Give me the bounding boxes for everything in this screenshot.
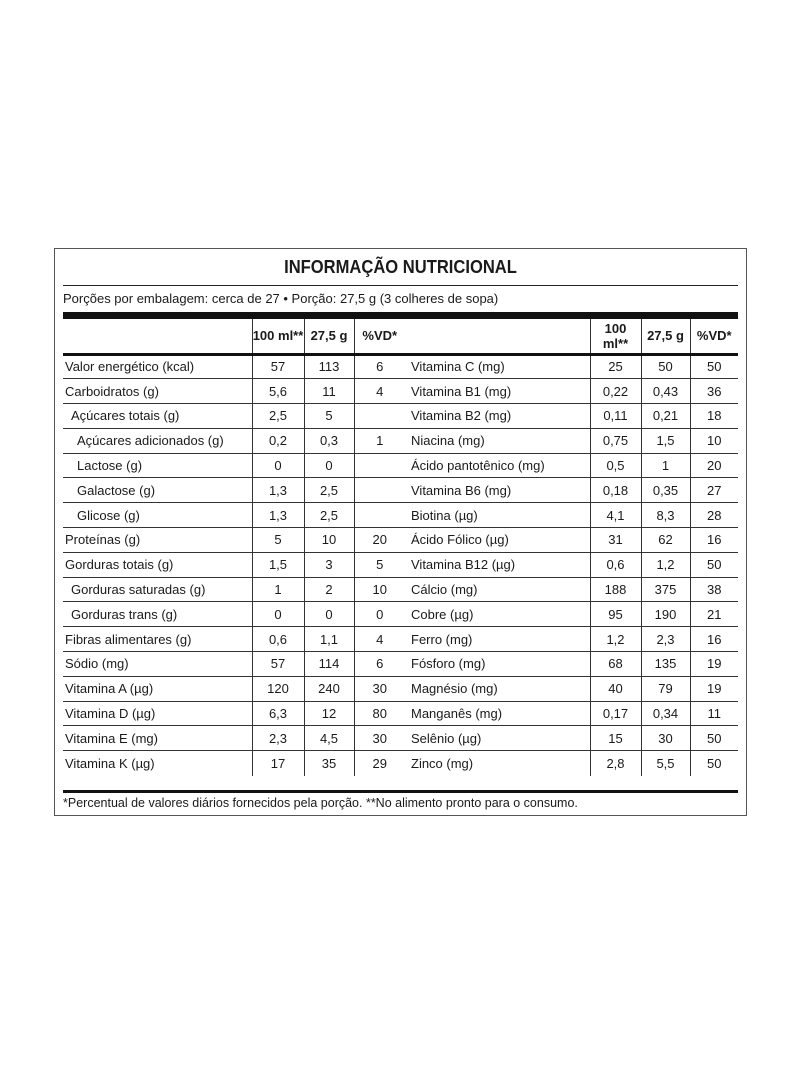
value-vd: 28	[690, 503, 738, 528]
nutrient-name: Vitamina E (mg)	[63, 726, 252, 751]
table-row	[405, 552, 738, 577]
value-vd: 6	[354, 354, 405, 379]
nutrition-facts-panel	[54, 248, 747, 816]
value-vd: 18	[690, 404, 738, 429]
value-vd: 4	[354, 379, 405, 404]
nutrient-name: Valor energético (kcal)	[63, 354, 252, 379]
value-100ml: 6,3	[252, 701, 304, 726]
value-vd: 0	[354, 602, 405, 627]
value-vd: 19	[690, 676, 738, 701]
value-100ml: 25	[590, 354, 641, 379]
value-portion: 0,43	[641, 379, 690, 404]
value-portion: 0,21	[641, 404, 690, 429]
nutrient-name: Fósforo (mg)	[405, 652, 590, 677]
value-100ml: 68	[590, 652, 641, 677]
table-row	[405, 528, 738, 553]
value-portion: 4,5	[304, 726, 354, 751]
value-100ml: 1,5	[252, 552, 304, 577]
right-nutrient-table	[405, 319, 738, 776]
nutrient-name: Vitamina B2 (mg)	[405, 404, 590, 429]
right-header-100ml: 100 ml**	[590, 319, 641, 354]
value-portion: 2	[304, 577, 354, 602]
value-vd: 50	[690, 726, 738, 751]
table-row	[405, 751, 738, 776]
value-100ml: 0,18	[590, 478, 641, 503]
table-row	[63, 503, 405, 528]
value-vd: 50	[690, 751, 738, 776]
value-100ml: 0	[252, 602, 304, 627]
value-vd: 36	[690, 379, 738, 404]
value-portion: 0,35	[641, 478, 690, 503]
table-row	[405, 726, 738, 751]
value-100ml: 1	[252, 577, 304, 602]
value-100ml: 5,6	[252, 379, 304, 404]
nutrient-name: Magnésio (mg)	[405, 676, 590, 701]
value-vd: 50	[690, 552, 738, 577]
nutrient-name: Vitamina D (µg)	[63, 701, 252, 726]
value-vd: 16	[690, 528, 738, 553]
table-row	[405, 676, 738, 701]
value-vd: 16	[690, 627, 738, 652]
value-vd: 4	[354, 627, 405, 652]
nutrient-name: Vitamina K (µg)	[65, 755, 155, 771]
table-row	[405, 428, 738, 453]
table-row	[63, 428, 405, 453]
nutrient-name: Vitamina C (mg)	[405, 354, 590, 379]
left-table-body	[63, 354, 405, 776]
value-portion: 35	[304, 751, 354, 776]
value-portion: 12	[304, 701, 354, 726]
value-vd: 20	[354, 528, 405, 553]
nutrient-name: Galactose (g)	[63, 478, 252, 503]
left-nutrient-table-wrap	[63, 319, 405, 776]
title-divider	[63, 285, 738, 286]
right-nutrient-table-wrap	[405, 319, 738, 776]
value-100ml: 2,8	[590, 751, 641, 776]
table-row	[405, 602, 738, 627]
table-row	[63, 379, 405, 404]
right-header-portion: 27,5 g	[641, 319, 690, 354]
value-vd: 27	[690, 478, 738, 503]
value-100ml: 120	[252, 676, 304, 701]
table-row	[63, 676, 405, 701]
nutrient-name: Ácido Fólico (µg)	[405, 528, 590, 553]
value-portion: 8,3	[641, 503, 690, 528]
value-vd: 1	[354, 428, 405, 453]
value-portion: 5,5	[641, 751, 690, 776]
footer-thick-bar	[63, 790, 738, 793]
table-row	[63, 453, 405, 478]
nutrient-name: Ácido pantotênico (mg)	[405, 453, 590, 478]
nutrient-name: Ferro (mg)	[405, 627, 590, 652]
value-portion: 113	[304, 354, 354, 379]
right-table-header	[405, 319, 738, 354]
table-row	[405, 627, 738, 652]
value-vd: 5	[354, 552, 405, 577]
value-100ml: 0	[252, 453, 304, 478]
value-vd: 38	[690, 577, 738, 602]
value-100ml: 0,11	[590, 404, 641, 429]
table-row	[405, 453, 738, 478]
left-table-header	[63, 319, 405, 354]
value-portion: 3	[304, 552, 354, 577]
table-row	[63, 528, 405, 553]
value-vd: 11	[690, 701, 738, 726]
value-portion: 1,5	[641, 428, 690, 453]
value-100ml: 57	[252, 652, 304, 677]
nutrient-name: Gorduras saturadas (g)	[63, 577, 252, 602]
table-row	[405, 701, 738, 726]
right-table-body	[405, 354, 738, 776]
table-row	[405, 503, 738, 528]
value-100ml: 5	[252, 528, 304, 553]
table-row	[63, 602, 405, 627]
nutrient-name: Carboidratos (g)	[63, 379, 252, 404]
nutrient-name: Gorduras trans (g)	[63, 602, 252, 627]
nutrient-name: Manganês (mg)	[405, 701, 590, 726]
table-row	[63, 552, 405, 577]
servings-text: Porções por embalagem: cerca de 27 • Porção: 27,5 g (3 colheres de sopa)	[63, 291, 499, 306]
value-100ml: 1,3	[252, 503, 304, 528]
nutrient-name: Açúcares adicionados (g)	[63, 428, 252, 453]
value-100ml: 0,17	[590, 701, 641, 726]
value-100ml: 2,5	[252, 404, 304, 429]
table-row	[63, 751, 405, 776]
value-vd	[354, 503, 405, 528]
value-100ml: 4,1	[590, 503, 641, 528]
value-100ml: 57	[252, 354, 304, 379]
value-portion: 1,2	[641, 552, 690, 577]
left-nutrient-table	[63, 319, 405, 776]
footnote: *Percentual de valores diários fornecidos pela porção. **No alimento pronto para o consumo.	[63, 796, 578, 810]
value-100ml: 2,3	[252, 726, 304, 751]
left-header-100ml: 100 ml**	[252, 319, 304, 354]
value-portion: 114	[304, 652, 354, 677]
value-100ml: 0,5	[590, 453, 641, 478]
value-100ml: 17	[252, 751, 304, 776]
table-row	[63, 726, 405, 751]
table-row	[63, 404, 405, 429]
nutrient-name: Vitamina B1 (mg)	[405, 379, 590, 404]
nutrient-name: Sódio (mg)	[63, 652, 252, 677]
nutrient-name: Cálcio (mg)	[405, 577, 590, 602]
value-portion: 2,5	[304, 503, 354, 528]
value-vd: 10	[354, 577, 405, 602]
nutrient-name: Lactose (g)	[63, 453, 252, 478]
nutrient-name: Fibras alimentares (g)	[63, 627, 252, 652]
right-header-vd: %VD*	[690, 319, 738, 354]
nutrient-name: Biotina (µg)	[405, 503, 590, 528]
value-vd	[354, 478, 405, 503]
left-header-portion: 27,5 g	[304, 319, 354, 354]
value-100ml: 1,2	[590, 627, 641, 652]
table-row	[63, 701, 405, 726]
value-vd: 20	[690, 453, 738, 478]
value-100ml: 15	[590, 726, 641, 751]
value-portion: 135	[641, 652, 690, 677]
nutrient-name: Zinco (mg)	[411, 755, 474, 771]
nutrient-name: Vitamina B6 (mg)	[405, 478, 590, 503]
table-row	[405, 404, 738, 429]
value-portion: 0	[304, 453, 354, 478]
value-portion: 0	[304, 602, 354, 627]
header-thick-bar	[63, 312, 738, 319]
value-vd: 21	[690, 602, 738, 627]
value-portion: 79	[641, 676, 690, 701]
value-vd: 10	[690, 428, 738, 453]
nutrient-name: Vitamina B12 (µg)	[405, 552, 590, 577]
value-portion: 1,1	[304, 627, 354, 652]
value-vd: 19	[690, 652, 738, 677]
table-row	[405, 379, 738, 404]
value-vd	[354, 404, 405, 429]
value-100ml: 0,6	[252, 627, 304, 652]
value-portion: 2,3	[641, 627, 690, 652]
value-vd: 80	[354, 701, 405, 726]
left-header-name	[63, 319, 252, 354]
nutrient-name: Glicose (g)	[63, 503, 252, 528]
value-100ml: 0,6	[590, 552, 641, 577]
value-portion: 10	[304, 528, 354, 553]
table-row	[63, 478, 405, 503]
value-100ml: 0,22	[590, 379, 641, 404]
page-title: INFORMAÇÃO NUTRICIONAL	[284, 257, 517, 277]
nutrient-name: Selênio (µg)	[405, 726, 590, 751]
table-row	[405, 577, 738, 602]
value-portion: 375	[641, 577, 690, 602]
value-vd: 50	[690, 354, 738, 379]
value-portion: 62	[641, 528, 690, 553]
value-portion: 190	[641, 602, 690, 627]
nutrient-name: Gorduras totais (g)	[63, 552, 252, 577]
value-portion: 2,5	[304, 478, 354, 503]
value-100ml: 188	[590, 577, 641, 602]
nutrient-name: Açúcares totais (g)	[63, 404, 252, 429]
value-100ml: 95	[590, 602, 641, 627]
value-portion: 30	[641, 726, 690, 751]
value-100ml: 1,3	[252, 478, 304, 503]
value-vd: 30	[354, 726, 405, 751]
table-row	[63, 652, 405, 677]
value-100ml: 31	[590, 528, 641, 553]
left-header-vd: %VD*	[354, 319, 405, 354]
value-100ml: 0,75	[590, 428, 641, 453]
table-row	[63, 577, 405, 602]
table-row	[63, 627, 405, 652]
value-portion: 1	[641, 453, 690, 478]
nutrient-name: Niacina (mg)	[405, 428, 590, 453]
right-header-name	[405, 319, 590, 354]
value-vd: 30	[354, 676, 405, 701]
value-portion: 240	[304, 676, 354, 701]
table-row	[405, 354, 738, 379]
value-100ml: 0,2	[252, 428, 304, 453]
table-row	[405, 652, 738, 677]
value-portion: 0,3	[304, 428, 354, 453]
table-row	[63, 354, 405, 379]
value-portion: 0,34	[641, 701, 690, 726]
value-vd: 6	[354, 652, 405, 677]
nutrient-name: Vitamina A (µg)	[63, 676, 252, 701]
value-100ml: 40	[590, 676, 641, 701]
nutrient-name: Proteínas (g)	[63, 528, 252, 553]
value-vd: 29	[354, 751, 405, 776]
table-row	[405, 478, 738, 503]
value-portion: 5	[304, 404, 354, 429]
nutrient-name: Cobre (µg)	[405, 602, 590, 627]
value-portion: 50	[641, 354, 690, 379]
value-portion: 11	[304, 379, 354, 404]
value-vd	[354, 453, 405, 478]
